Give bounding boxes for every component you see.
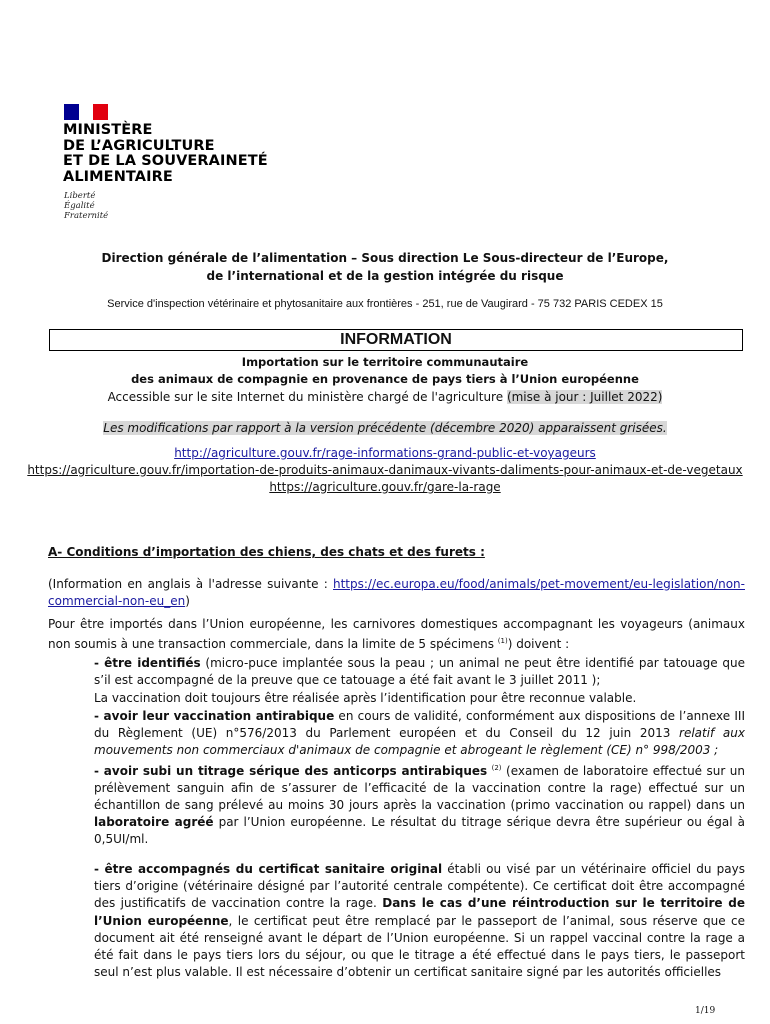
page-number: 1/19 xyxy=(695,1006,716,1016)
service-address: Service d'inspection vétérinaire et phytosanitaire aux frontières - 251, rue de Vaugirard - 75 732 PARIS CEDEX 15 xyxy=(107,298,663,310)
direction-header: Direction générale de l’alimentation – Sous direction Le Sous-directeur de l’Europe, de l’international et de la gestion intégrée du risque xyxy=(101,251,669,283)
link-importation[interactable]: https://agriculture.gouv.fr/importation-de-produits-animaux-danimaux-vivants-daliments-pour-animaux-et-de-vegetaux xyxy=(27,463,743,477)
requirement-health-certificate: - être accompagnés du certificat sanitaire original établi ou visé par un vétérinaire officiel du pays tiers d’origine (vétérinaire désigné par l’autorité centrale compétente). Ce certificat doit être accompagné des justificatifs de vaccination contre la rage. Dans le cas d’une réintroduction sur le territoire de l’Union européenne, le certificat peut être remplacé par le passeport de l’animal, sous réserve que ce document ait été renseigné avant le départ de l’Union européenne. Si un rappel vaccinal contre la rage a été fait dans le pays tiers lors du séjour, ou que le titrage a été effectué dans le pays tiers, le passeport seul n’est plus valable. Il est nécessaire d’obtenir un certificat sanitaire signé par les autorités officielles xyxy=(94,862,745,980)
republic-motto: Liberté Égalité Fraternité xyxy=(64,191,109,221)
modifications-note: Les modifications par rapport à la version précédente (décembre 2020) apparaissent grisées. xyxy=(103,421,667,435)
section-a-heading: A- Conditions d’importation des chiens, des chats et des furets : xyxy=(48,545,485,559)
ministry-name: MINISTÈRE DE L’AGRICULTURE ET DE LA SOUVERAINETÉ ALIMENTAIRE xyxy=(63,122,268,185)
french-flag-icon xyxy=(64,104,108,120)
reference-links xyxy=(20,445,750,496)
english-info-paragraph: (Information en anglais à l'adresse suivante : https://ec.europa.eu/food/animals/pet-movement/eu-legislation/non-commercial-non-eu_en) xyxy=(48,577,745,609)
intro-paragraph: Pour être importés dans l’Union européenne, les carnivores domestiques accompagnant les voyageurs (animaux non soumis à une transaction commerciale, dans la limite de 5 spécimens $^{(1)}$) doivent : xyxy=(48,617,745,652)
requirement-identification: - être identifiés (micro-puce implantée sous la peau ; un animal ne peut être identifié par tatouage que s’il est accompagné de la preuve que ce tatouage a été fait avant le 3 juillet 2011 ); xyxy=(94,656,745,688)
link-gare-la-rage[interactable]: https://agriculture.gouv.fr/gare-la-rage xyxy=(269,480,501,494)
vaccination-note: La vaccination doit toujours être réalisée après l’identification pour être reconnue valable. xyxy=(94,691,637,705)
requirement-vaccination-and-titration: - avoir leur vaccination antirabique en cours de validité, conformément aux dispositions de l’annexe III du Règlement (UE) n°576/2013 du Parlement européen et du Conseil du 12 juin 2013 relatif aux mouvements non commerciaux d'animaux de compagnie et abrogeant le règlement (CE) n° 998/2003 ; - avoir subi un titrage sérique des anticorps antirabiques $^{(2)}$ (examen de laboratoire effectué sur un prélèvement sanguin afin de s’assurer de l’efficacité de la vaccination contre la rage) effectué sur un échantillon de sang prélevé au moins 30 jours après la vaccination (primo vaccination ou rappel) dans un laboratoire agréé par l’Union européenne. Le résultat du titrage sérique devra être supérieur ou égal à 0,5UI/ml. xyxy=(94,709,745,847)
ministry-logo xyxy=(50,90,284,230)
update-date: (mise à jour : Juillet 2022) xyxy=(506,390,663,404)
access-note: Accessible sur le site Internet du ministère chargé de l'agriculture (mise à jour : Juillet 2022) xyxy=(107,390,663,404)
information-title: INFORMATION xyxy=(49,329,743,351)
link-rage-info[interactable]: http://agriculture.gouv.fr/rage-informations-grand-public-et-voyageurs xyxy=(174,446,596,460)
link-eu-pet-movement[interactable]: https://ec.europa.eu/food/animals/pet-movement/eu-legislation/non-commercial-non-eu_en xyxy=(48,577,745,609)
document-subtitle: Importation sur le territoire communautaire des animaux de compagnie en provenance de pays tiers à l’Union européenne xyxy=(131,355,639,386)
